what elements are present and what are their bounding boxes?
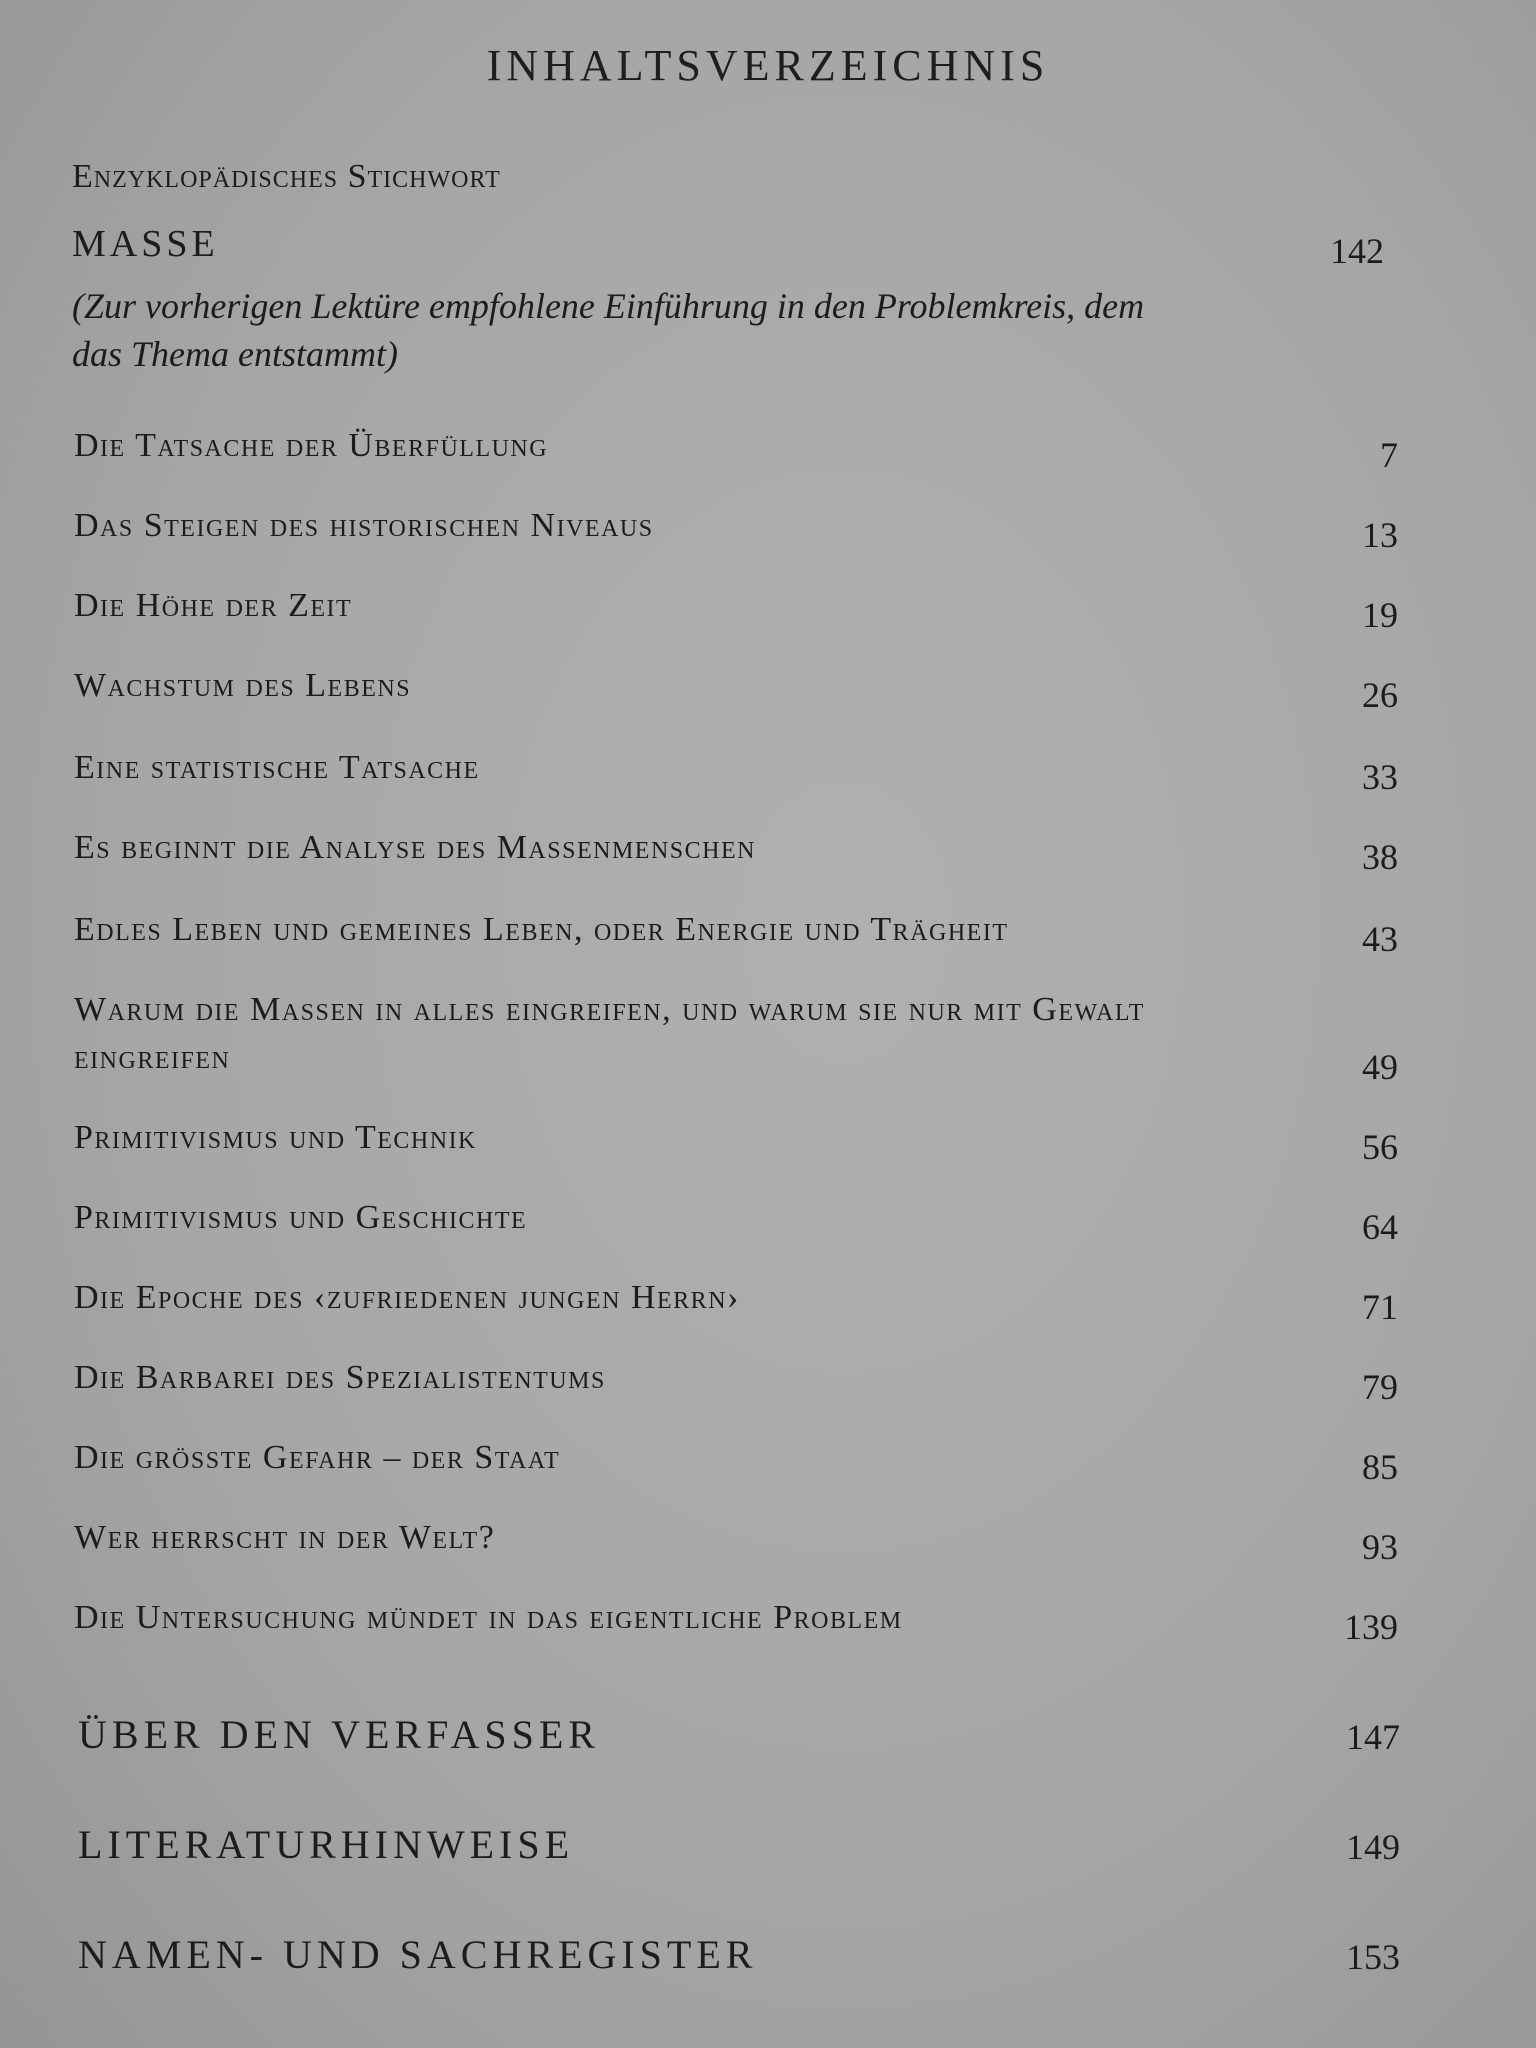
appendix-entry-page: 147 [1346,1717,1400,1757]
appendix-entry-title: NAMEN- UND SACHREGISTER [78,1932,758,1977]
toc-entry-page: 38 [1362,837,1398,877]
toc-entry[interactable] [74,1432,1398,1487]
appendix-entry-title: ÜBER DEN VERFASSER [78,1712,600,1757]
toc-entry-page: 79 [1362,1367,1398,1407]
toc-entry-title: Die Tatsache der Überfüllung [74,427,549,464]
toc-entry-title: Die Barbarei des Spezialistentums [74,1359,606,1396]
toc-entry[interactable] [74,660,1398,715]
toc-entry-title: Die grösste Gefahr – der Staat [74,1439,561,1476]
toc-entry-title: Die Epoche des ‹zufriedenen jungen Herrn› [74,1279,740,1316]
intro-note: (Zur vorherigen Lektüre empfohlene Einführung in den Problemkreis, dem das Thema entstammt) [72,286,1145,374]
appendix-entry[interactable] [78,1924,1400,1978]
toc-entry-page: 33 [1362,757,1398,797]
appendix-entry[interactable] [78,1814,1400,1868]
toc-entry-title: Primitivismus und Technik [74,1119,477,1156]
toc-entry-title: Die Höhe der Zeit [74,587,353,624]
toc-entry-page: 19 [1362,595,1398,635]
toc-entry[interactable] [74,984,1398,1087]
toc-entry[interactable] [74,1192,1398,1247]
intro-title: MASSE [72,223,219,265]
toc-entry-page: 13 [1362,515,1398,555]
appendix-entry[interactable] [78,1704,1400,1758]
toc-entry-title: Primitivismus und Geschichte [74,1199,528,1236]
toc-entry[interactable] [74,1272,1398,1327]
toc-entry-page: 85 [1362,1447,1398,1487]
toc-entry-title: Wer herrscht in der Welt? [74,1519,496,1556]
toc-entry-title: Das Steigen des historischen Niveaus [74,507,654,544]
toc-entry-page: 7 [1380,435,1398,475]
toc-entry-title: Es beginnt die Analyse des Massenmenschen [74,829,756,866]
toc-entry[interactable] [74,1512,1398,1567]
toc-entry-page: 56 [1362,1127,1398,1167]
toc-entry-title: Edles Leben und gemeines Leben, oder Energie und Trägheit [74,911,1009,948]
toc-entry-page: 49 [1362,1047,1398,1087]
toc-entry[interactable] [74,1352,1398,1407]
appendix-entry-page: 153 [1346,1937,1400,1977]
intro-page-number: 142 [1330,231,1384,271]
toc-entry-title: Warum die Massen in alles eingreifen, und warum sie nur mit Gewalt eingreifen [74,991,1145,1076]
page-title: INHALTSVERZEICHNIS [486,41,1050,90]
toc-entry[interactable] [74,904,1398,959]
toc-entry-page: 93 [1362,1527,1398,1567]
toc-entry[interactable] [74,822,1398,877]
toc-entry-title: Wachstum des Lebens [74,667,412,704]
toc-entry[interactable] [74,1112,1398,1167]
toc-entry[interactable] [74,420,1398,475]
toc-entry[interactable] [74,500,1398,555]
toc-entry[interactable] [74,580,1398,635]
toc-entry-title: Eine statistische Tatsache [74,749,480,786]
toc-entry-page: 64 [1362,1207,1398,1247]
appendix-entry-title: LITERATURHINWEISE [78,1822,575,1867]
toc-entry[interactable] [74,1592,1398,1647]
toc-entry-page: 139 [1344,1607,1398,1647]
appendix-entry-page: 149 [1346,1827,1400,1867]
toc-entry-page: 71 [1362,1287,1398,1327]
intro-label: Enzyklopädisches Stichwort [72,158,501,195]
toc-entry-title: Die Untersuchung mündet in das eigentliche Problem [74,1599,903,1636]
toc-entry[interactable] [74,742,1398,797]
toc-entry-page: 26 [1362,675,1398,715]
toc-entry-page: 43 [1362,919,1398,959]
